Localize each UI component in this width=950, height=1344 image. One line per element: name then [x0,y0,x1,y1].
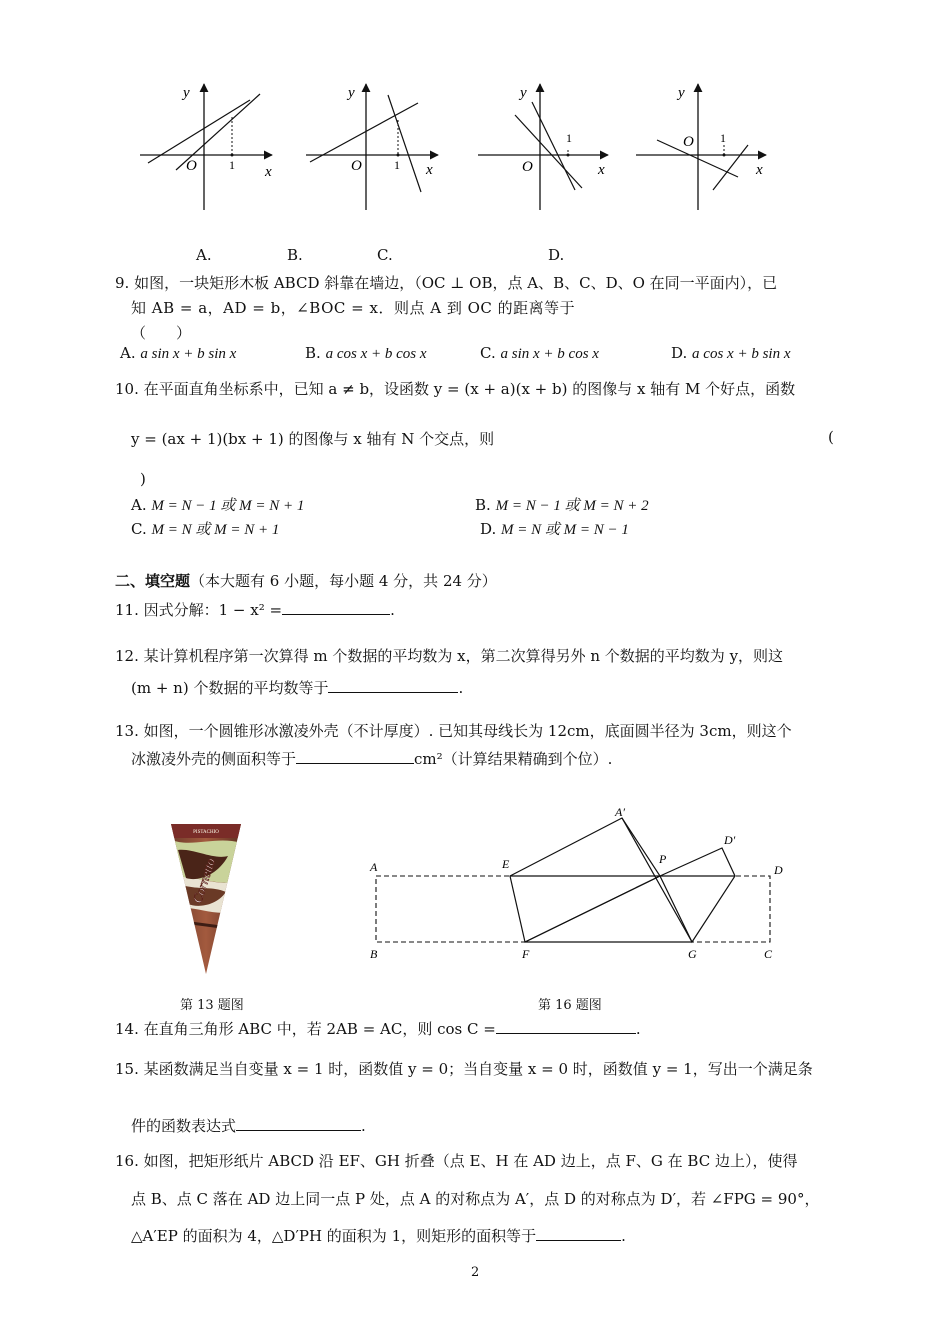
svg-text:x: x [598,162,605,178]
svg-text:O: O [351,158,362,174]
svg-text:O: O [186,158,197,174]
q9-option-a: A. a sin x + b sin x [120,344,237,362]
q15-line2: 件的函数表达式 . [131,1117,366,1135]
q9-option-b: B. a cos x + b cos x [305,344,427,362]
fig16-caption: 第 16 题图 [538,998,602,1013]
fold-figure [360,800,800,970]
svg-text:G: G [688,947,697,961]
q11-answer-blank[interactable] [282,600,390,615]
q15-answer-blank[interactable] [236,1116,361,1131]
graphs-row [0,70,950,270]
q9-line2: 知 AB = a，AD = b，∠BOC = x．则点 A 到 OC 的距离等于 [131,299,576,317]
svg-text:y: y [520,85,527,101]
fold-figure-svg [360,800,800,970]
q16-line1: 16. 如图，把矩形纸片 ABCD 沿 EF、GH 折叠（点 E、H 在 AD 边上，点 F、G 在 BC 边上），使得 [115,1152,798,1170]
q14-answer-blank[interactable] [496,1019,636,1034]
svg-text:y: y [678,85,685,101]
q13-answer-blank[interactable] [296,749,414,764]
graph-label-b: B. [287,246,303,264]
rectangle-abcd [376,876,770,942]
graph-label-a: A. [196,246,212,264]
q10-line1: 10. 在平面直角坐标系中，已知 a ≠ b，设函数 y = (x + a)(x + b) 的图像与 x 轴有 M 个好点，函数 [115,380,796,398]
q12-line1: 12. 某计算机程序第一次算得 m 个数据的平均数为 x，第二次算得另外 n 个数据的平均数为 y，则这 [115,647,784,665]
section-title: 二、填空题 [115,572,191,590]
q10-paren-close: ) [140,470,146,488]
q9-option-c: C. a sin x + b cos x [480,344,599,362]
svg-text:1: 1 [394,158,400,172]
svg-text:B: B [370,947,378,961]
svg-text:1: 1 [229,158,235,172]
svg-text:D: D [774,863,783,877]
ice-cream-cone-image [168,820,244,976]
cone-svg [168,820,244,976]
svg-text:PISTACHIO: PISTACHIO [193,830,219,835]
svg-text:Cornetto: Cornetto [189,856,218,905]
graph-label-d: D. [548,246,565,264]
svg-text:D′: D′ [724,833,736,847]
section-note: （本大题有 6 小题，每小题 4 分，共 24 分） [190,572,497,590]
graphs-svg [0,70,950,270]
q10-line2: y = (ax + 1)(bx + 1) 的图像与 x 轴有 N 个交点，则 [131,430,495,448]
graph-a [140,84,272,210]
q14: 14. 在直角三角形 ABC 中，若 2AB = AC，则 cos C = . [115,1020,641,1038]
svg-text:P: P [659,852,667,866]
svg-text:C: C [764,947,773,961]
q16-line3: △A′EP 的面积为 4，△D′PH 的面积为 1，则矩形的面积等于 . [131,1227,626,1245]
q9-paren: （ ） [131,324,192,342]
q9-line1: 9. 如图，一块矩形木板 ABCD 斜靠在墙边，（OC ⊥ OB，点 A、B、C、D、O 在同一平面内），已 [115,274,778,292]
q10-option-c: C. M = N 或 M = N + 1 [131,520,280,538]
q13-line1: 13. 如图，一个圆锥形冰激凌外壳（不计厚度）. 已知其母线长为 12cm，底面圆半径为 3cm，则这个 [115,722,792,740]
q15-line1: 15. 某函数满足当自变量 x = 1 时，函数值 y = 0；当自变量 x = 0 时，函数值 y = 1，写出一个满足条 [115,1060,813,1078]
svg-text:y: y [348,85,355,101]
svg-text:1: 1 [720,131,726,145]
q10-option-d: D. M = N 或 M = N − 1 [480,520,629,538]
svg-text:O: O [683,134,694,150]
q12-line2: (m + n) 个数据的平均数等于 . [131,679,464,697]
q12-answer-blank[interactable] [328,678,458,693]
svg-text:y: y [183,85,190,101]
svg-text:x: x [756,162,763,178]
svg-text:1: 1 [566,131,572,145]
q16-line2: 点 B、点 C 落在 AD 边上同一点 P 处，点 A 的对称点为 A′，点 D 的对称点为 D′，若 ∠FPG = 90°， [131,1190,820,1208]
q10-option-a: A. M = N − 1 或 M = N + 1 [131,496,305,514]
q13-line2: 冰激凌外壳的侧面积等于 cm²（计算结果精确到个位）. [131,750,613,768]
svg-text:A: A [370,860,378,874]
folded-part-left [510,818,660,942]
q9-option-d: D. a cos x + b sin x [671,344,791,362]
svg-text:F: F [522,947,530,961]
section-heading [115,570,497,591]
folded-part-right [660,848,735,942]
svg-text:E: E [502,857,510,871]
q10-paren-open: ( [828,428,834,446]
svg-text:O: O [522,159,533,175]
graph-c [478,84,608,210]
q11: 11. 因式分解：1 − x² = . [115,601,395,619]
svg-text:x: x [265,164,272,180]
graph-b [306,84,438,210]
q10-option-b: B. M = N − 1 或 M = N + 2 [475,496,649,514]
graph-d [636,84,766,210]
q16-answer-blank[interactable] [536,1226,621,1241]
svg-text:x: x [426,162,433,178]
page-number: 2 [471,1265,480,1280]
fig13-caption: 第 13 题图 [180,998,244,1013]
svg-text:A′: A′ [615,805,625,819]
graph-label-c: C. [377,246,393,264]
